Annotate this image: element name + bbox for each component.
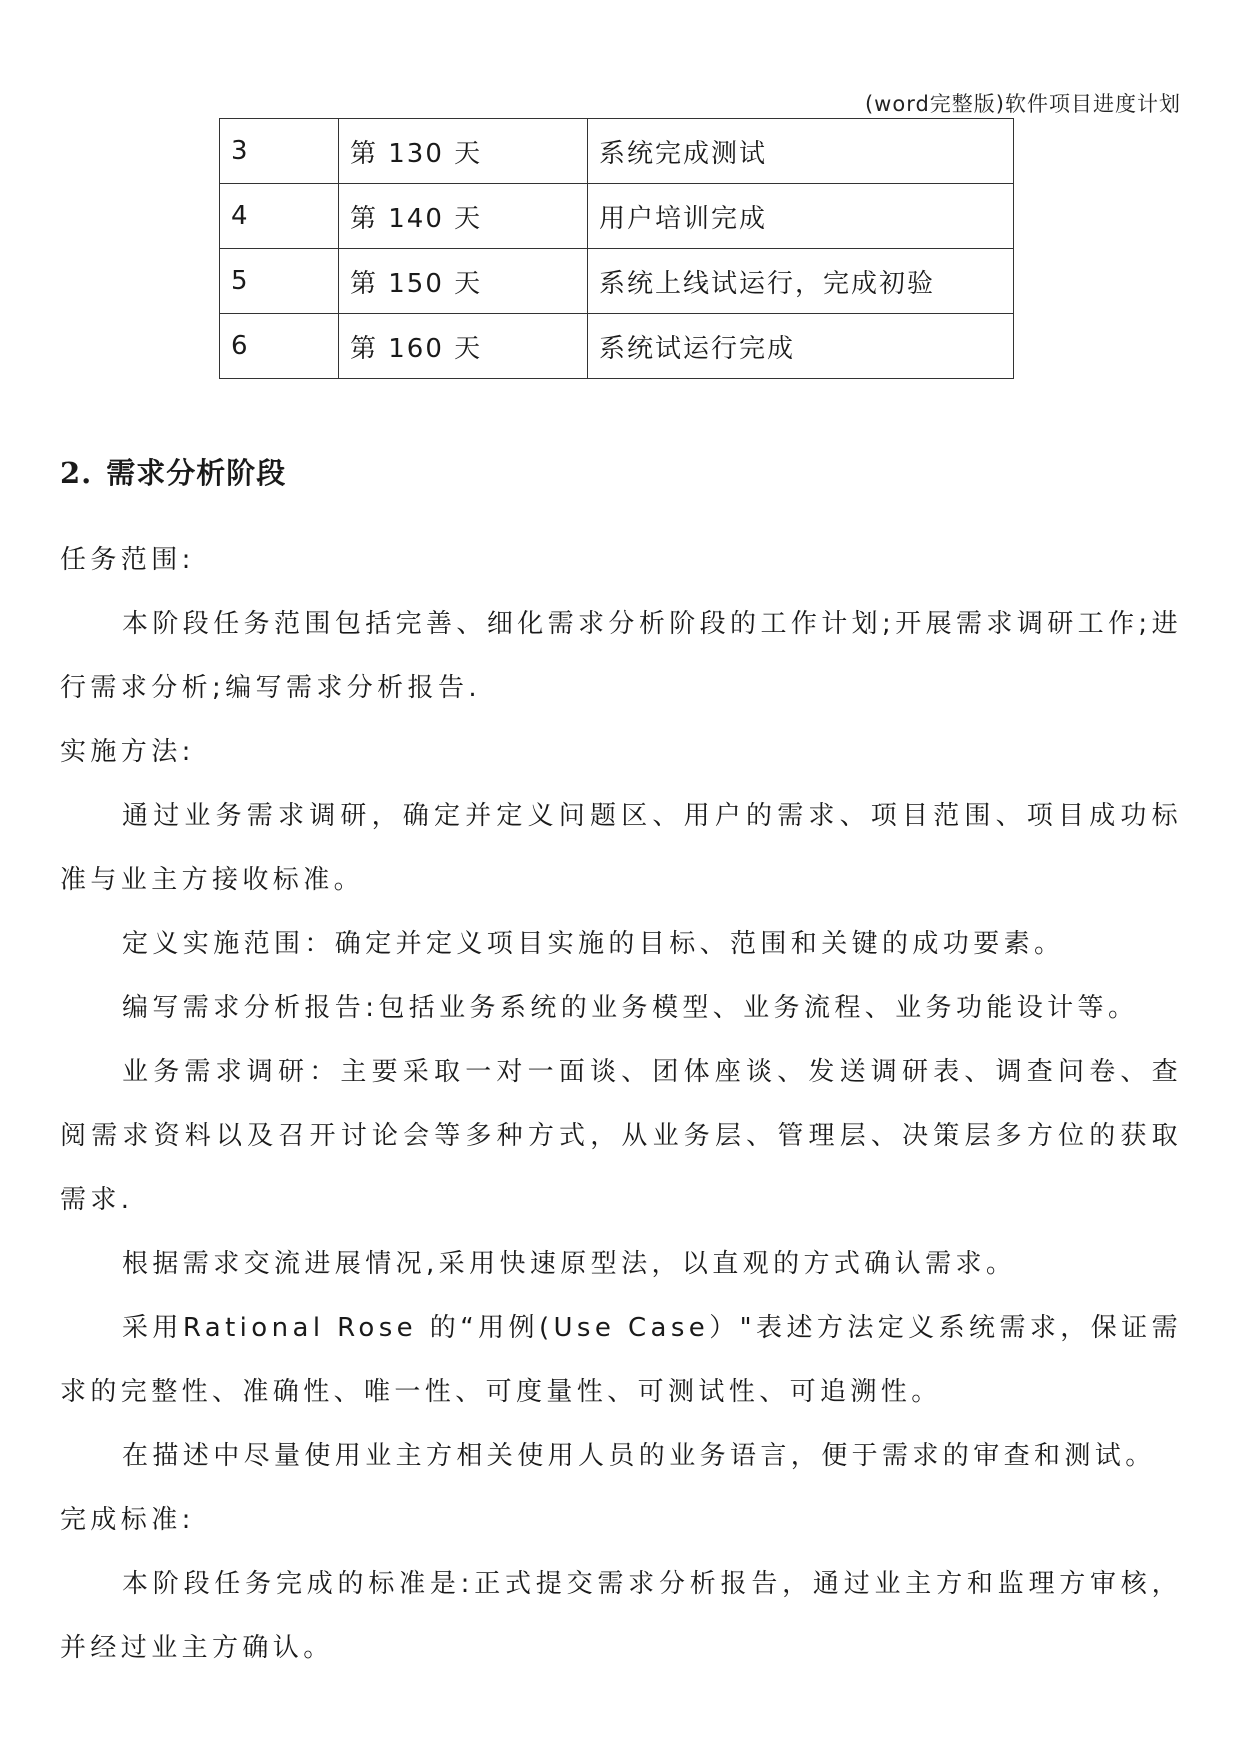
criteria-paragraph: 本阶段任务完成的标准是:正式提交需求分析报告，通过业主方和监理方审核，并经过业主方确认。 <box>60 1569 1182 1663</box>
method-paragraph: 采用Rational Rose 的“用例(Use Case）"表述方法定义系统需求，保证需求的完整性、准确性、唯一性、可度量性、可测试性、可追溯性。 <box>60 1313 1182 1407</box>
criteria-label: 完成标准: <box>60 1505 195 1535</box>
method-paragraph: 通过业务需求调研，确定并定义问题区、用户的需求、项目范围、项目成功标准与业主方接收标准。 <box>60 801 1182 895</box>
method-paragraph: 在描述中尽量使用业主方相关使用人员的业务语言，便于需求的审查和测试。 <box>122 1441 1156 1471</box>
table-row <box>220 119 1014 184</box>
milestone-cell: 系统上线试运行，完成初验 <box>588 249 1014 314</box>
method-paragraph: 根据需求交流进展情况,采用快速原型法，以直观的方式确认需求。 <box>122 1249 1017 1279</box>
row-number-cell: 5 <box>220 249 339 314</box>
method-paragraph: 业务需求调研：主要采取一对一面谈、团体座谈、发送调研表、调查问卷、查阅需求资料以及召开讨论会等多种方式，从业务层、管理层、决策层多方位的获取需求. <box>60 1057 1182 1215</box>
table-row <box>220 184 1014 249</box>
day-cell: 第 130 天 <box>339 119 588 184</box>
row-number-cell: 6 <box>220 314 339 379</box>
method-paragraph: 编写需求分析报告:包括业务系统的业务模型、业务流程、业务功能设计等。 <box>122 993 1139 1023</box>
milestone-cell: 用户培训完成 <box>588 184 1014 249</box>
milestone-cell: 系统试运行完成 <box>588 314 1014 379</box>
section-heading <box>60 445 1182 501</box>
day-cell: 第 140 天 <box>339 184 588 249</box>
method-paragraph: 定义实施范围：确定并定义项目实施的目标、范围和关键的成功要素。 <box>122 929 1065 959</box>
day-cell: 第 150 天 <box>339 249 588 314</box>
section-title: 需求分析阶段 <box>106 456 287 490</box>
scope-label: 任务范围: <box>60 545 195 575</box>
method-label: 实施方法: <box>60 737 195 767</box>
schedule-table <box>219 118 1014 379</box>
row-number-cell: 3 <box>220 119 339 184</box>
milestone-cell: 系统完成测试 <box>588 119 1014 184</box>
table-row <box>220 314 1014 379</box>
section-number: 2. <box>60 456 93 490</box>
day-cell: 第 160 天 <box>339 314 588 379</box>
page-header: (word完整版)软件项目进度计划 <box>864 92 1181 116</box>
row-number-cell: 4 <box>220 184 339 249</box>
scope-paragraph: 本阶段任务范围包括完善、细化需求分析阶段的工作计划;开展需求调研工作;进行需求分析;编写需求分析报告. <box>60 609 1182 703</box>
table-row <box>220 249 1014 314</box>
section-content <box>60 445 1182 1680</box>
